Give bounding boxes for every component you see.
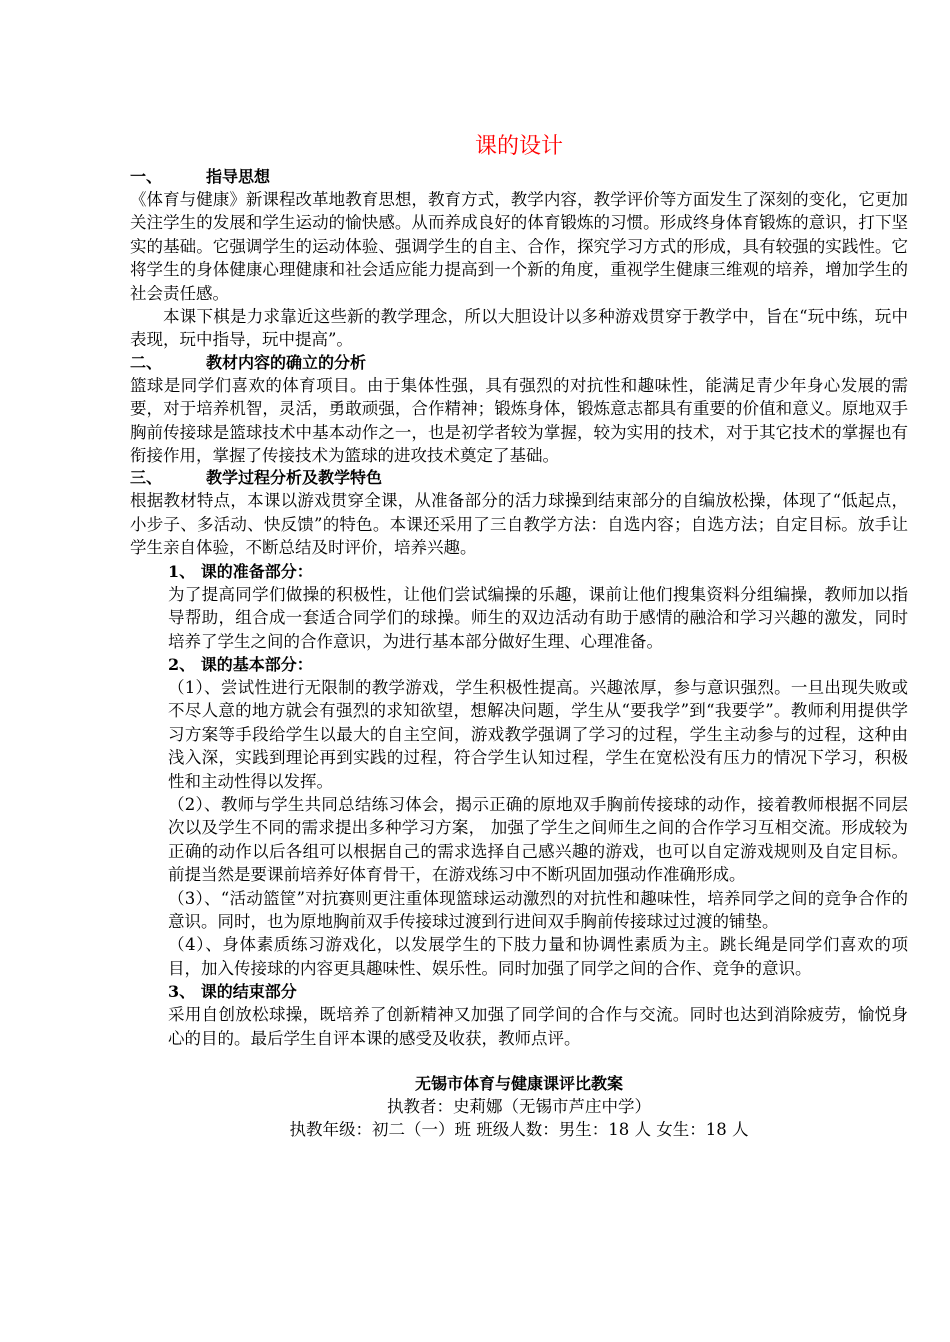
section-1-paragraph-2: 本课下棋是力求靠近这些新的教学理念，所以大胆设计以多种游戏贯穿于教学中，旨在“玩中练，玩中表现，玩中指导，玩中提高”。 bbox=[130, 307, 908, 350]
section-1-paragraph-1: 《体育与健康》新课程改革地教育思想，教育方式，教学内容，教学评价等方面发生了深刻的变化，它更加关注学生的发展和学生运动的愉快感。从而养成良好的体育锻炼的习惯。形成终身体育锻炼的意识，打下坚实的基础。它强调学生的运动体验、强调学生的自主、合作，探究学习方式的形成，具有较强的实践性。它将学生的身体健康心理健康和社会适应能力提高到一个新的角度，重视学生健康三维观的培养，增加学生的社会责任感。 bbox=[130, 190, 908, 303]
subsection-3-heading: 3、 课的结束部分 bbox=[168, 982, 297, 1002]
subsection-2-item-2: （2）、教师与学生共同总结练习体会，揭示正确的原地双手胸前传接球的动作，接着教师根据不同层次以及学生不同的需求提出多种学习方案， 加强了学生之间师生之间的合作学习互相交流。形成较为正确的动作以后各组可以根据自己的需求选择自己感兴趣的游戏，也可以自定游戏规则及自定目标。前提当然是要课前培养好体育骨干，在游戏练习中不断巩固加强动作准确形成。 bbox=[168, 794, 908, 885]
subsection-3-paragraph: 采用自创放松球操，既培养了创新精神又加强了同学间的合作与交流。同时也达到消除疲劳，愉悦身心的目的。最后学生自评本课的感受及收获，教师点评。 bbox=[168, 1005, 908, 1048]
subsection-1-paragraph: 为了提高同学们做操的积极性，让他们尝试编操的乐趣，课前让他们搜集资料分组编操，教师加以指导帮助，组合成一套适合同学们的球操。师生的双边活动有助于感情的融洽和学习兴趣的激发，同时培养了学生之间的合作意识，为进行基本部分做好生理、心理准备。 bbox=[168, 584, 908, 651]
subsection-2-item-4: （4）、身体素质练习游戏化，以发展学生的下肢力量和协调性素质为主。跳长绳是同学们喜欢的项目，加入传接球的内容更具趣味性、娱乐性。同时加强了同学之间的合作、竞争的意识。 bbox=[168, 935, 908, 978]
lesson-design-document bbox=[130, 128, 908, 1141]
subsection-1-heading: 1、 课的准备部分： bbox=[168, 561, 313, 581]
subsection-2-item-3: （3）、“活动篮筐”对抗赛则更注重体现篮球运动激烈的对抗性和趣味性，培养同学之间的竞争合作的意识。同时，也为原地胸前双手传接球过渡到行进间双手胸前传接球过过渡的铺垫。 bbox=[168, 888, 908, 931]
footer-title: 无锡市体育与健康课评比教案 bbox=[414, 1074, 623, 1093]
section-2-heading bbox=[130, 352, 908, 374]
subsection-2-heading: 2、 课的基本部分： bbox=[168, 654, 313, 674]
section-1-number: 一、 bbox=[130, 167, 163, 186]
section-3-number: 三、 bbox=[130, 468, 163, 488]
lesson-plan-footer bbox=[130, 1072, 908, 1141]
footer-teacher: 执教者：史莉娜（无锡市芦庄中学） bbox=[387, 1097, 651, 1116]
document-title: 课的设计 bbox=[474, 134, 563, 159]
section-1-heading bbox=[130, 166, 908, 188]
section-2-paragraph-1: 篮球是同学们喜欢的体育项目。由于集体性强，具有强烈的对抗性和趣味性，能满足青少年身心发展的需要，对于培养机智，灵活，勇敢顽强，合作精神；锻炼身体，锻炼意志都具有重要的价值和意义。原地双手胸前传接球是篮球技术中基本动作之一，也是初学者较为掌握，较为实用的技术，对于其它技术的掌握也有衔接作用，掌握了传接技术为篮球的进攻技术奠定了基础。 bbox=[130, 375, 908, 466]
section-2-number: 二、 bbox=[130, 352, 163, 372]
section-1-title: 指导思想 bbox=[206, 167, 271, 186]
section-3-heading bbox=[130, 467, 908, 489]
footer-class-info: 执教年级：初二（一）班 班级人数：男生：18 人 女生：18 人 bbox=[289, 1120, 749, 1139]
subsection-2-item-1: （1）、尝试性进行无限制的教学游戏，学生积极性提高。兴趣浓厚，参与意识强烈。一旦出现失败或不尽人意的地方就会有强烈的求知欲望，想解决问题，学生从“要我学”到“我要学”。教师利用提供学习方案等手段给学生以最大的自主空间，游戏教学强调了学习的过程，学生主动参与的过程，这种由浅入深，实践到理论再到实践的过程，符合学生认知过程，学生在宽松没有压力的情况下学习，积极性和主动性得以发挥。 bbox=[168, 677, 908, 791]
section-3-paragraph-1: 根据教材特点，本课以游戏贯穿全课，从准备部分的活力球操到结束部分的自编放松操，体现了“低起点，小步子、多活动、快反馈”的特色。本课还采用了三自教学方法：自选内容；自选方法；自定目标。放手让学生亲自体验，不断总结及时评价，培养兴趣。 bbox=[130, 491, 908, 558]
section-2-title: 教材内容的确立的分析 bbox=[206, 352, 367, 372]
section-3-title: 教学过程分析及教学特色 bbox=[206, 468, 383, 488]
